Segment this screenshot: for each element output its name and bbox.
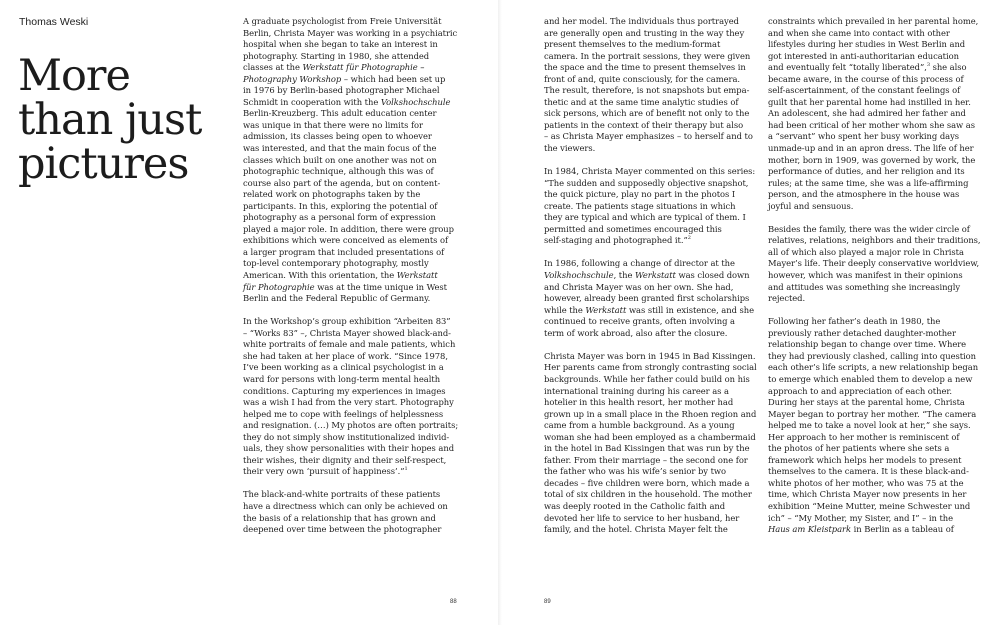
text-line xyxy=(768,432,978,444)
text-line xyxy=(243,143,453,155)
text-run: “The sudden and supposedly objective snapshot, xyxy=(544,177,749,188)
text-line xyxy=(243,97,453,109)
text-run: guilt that her parental home had instilled in her. xyxy=(768,96,971,107)
text-run: all of which also played a major role in Christa xyxy=(768,246,964,257)
text-run: however, which was manifest in their opinions xyxy=(768,270,963,281)
title-line: than just xyxy=(18,95,202,145)
paragraph xyxy=(768,316,978,535)
text-run: continued to receive grants, often involving a xyxy=(544,316,735,327)
text-line xyxy=(243,155,453,167)
text-run: got interested in anti-authoritarian education xyxy=(768,50,959,61)
text-column-left-page xyxy=(243,16,459,547)
text-line xyxy=(544,316,754,328)
text-line xyxy=(544,408,757,421)
text-line xyxy=(544,39,754,51)
text-line xyxy=(768,74,978,86)
text-run: a larger program that included presentations of xyxy=(243,246,445,257)
text-line xyxy=(243,235,453,247)
text-line xyxy=(243,178,453,190)
text-run: Besides the family, there was the wider circle of xyxy=(768,223,970,234)
text-line xyxy=(243,85,453,97)
text-run: hospital when she began to take an interest in xyxy=(243,39,438,50)
text-line xyxy=(243,374,453,386)
text-line xyxy=(768,282,978,294)
text-line xyxy=(768,397,978,409)
text-run: the photos of her patients where she sets a xyxy=(768,443,950,454)
text-run: thetic and at the same time analytic studies of xyxy=(544,96,739,107)
text-run: white photos of her mother, who was 75 at the xyxy=(768,477,964,488)
footnote-marker: 3 xyxy=(926,62,930,69)
text-run: approach to and appreciation of each other. xyxy=(768,385,953,396)
text-run: mother, born in 1909, was governed by work, the xyxy=(768,154,976,165)
italic-term: Haus am Kleistpark xyxy=(768,524,852,535)
text-line xyxy=(768,120,978,132)
text-line xyxy=(768,16,978,28)
text-line xyxy=(243,224,453,236)
text-line xyxy=(544,85,754,97)
text-line xyxy=(544,224,754,236)
text-line xyxy=(768,466,978,478)
text-line xyxy=(243,247,453,259)
text-run: I’ve been working as a clinical psychologist in a xyxy=(243,362,444,373)
text-line xyxy=(544,443,754,455)
text-line xyxy=(768,97,978,109)
text-run: total of six children in the household. The mother xyxy=(544,489,752,500)
text-line xyxy=(243,489,453,501)
text-run: in the hotel in Bad Kissingen that was run by the xyxy=(544,443,750,454)
text-line xyxy=(544,235,754,247)
text-run: framework which helps her models to present xyxy=(768,454,962,465)
text-run: patients in the context of their therapy but also xyxy=(544,119,744,130)
text-run: she had taken at her place of work. “Since 1978, xyxy=(243,350,448,361)
text-run: the basis of a relationship that has grown and xyxy=(243,512,436,523)
text-column-right-page-first xyxy=(544,16,757,547)
text-line xyxy=(243,420,459,432)
text-line xyxy=(544,97,754,109)
text-run: was closed down xyxy=(675,270,750,281)
text-run: Berlin, Christa Mayer was working in a psychiatric xyxy=(243,27,458,38)
text-run: Christa Mayer was born in 1945 in Bad Kissingen. xyxy=(544,350,756,361)
text-run: related work on photographs taken by the xyxy=(243,189,421,200)
text-line xyxy=(243,108,453,120)
text-run: ward for persons with long-term mental health xyxy=(243,373,441,384)
text-run: the quick picture, play no part in the photos I xyxy=(544,189,736,200)
italic-term: Werkstatt für Photographie – xyxy=(302,62,425,73)
text-run: grown up in a small place in the Rhoen region and xyxy=(544,408,757,419)
text-line xyxy=(544,166,754,178)
paragraph xyxy=(243,16,458,305)
text-line xyxy=(243,339,456,351)
text-run: top-level contemporary photography, mostly xyxy=(243,258,429,269)
italic-term: Werkstatt xyxy=(585,304,627,315)
text-run: the space and the time to present themselves in xyxy=(544,62,746,73)
text-run: family, and the hotel. Christa Mayer felt the xyxy=(544,524,728,535)
text-line xyxy=(768,524,978,536)
text-run: Her approach to her mother is reminiscent of xyxy=(768,431,960,442)
text-run: classes which built on one another was not on xyxy=(243,154,437,165)
text-run: exhibition “Meine Mutter, meine Schwester und xyxy=(768,500,971,511)
text-run: in 1976 by Berlin-based photographer Michael xyxy=(243,85,440,96)
text-line xyxy=(768,178,978,190)
text-run: was interested, and that the main focus of the xyxy=(243,143,437,154)
text-run: An adolescent, she had admired her father and xyxy=(768,108,966,119)
text-line xyxy=(243,189,453,201)
text-line xyxy=(768,351,978,363)
italic-term: Volkshochschule xyxy=(544,270,614,281)
text-line xyxy=(544,131,754,143)
text-run: constraints which prevailed in her parental home, xyxy=(768,16,979,26)
text-line xyxy=(544,386,754,398)
text-line xyxy=(243,74,453,86)
text-run: – “Works 83” –, Christa Mayer showed black-and- xyxy=(243,327,451,338)
text-run: time, which Christa Mayer now presents in her xyxy=(768,489,967,500)
text-line xyxy=(544,501,754,513)
article-title xyxy=(18,51,233,189)
text-run: and Christa Mayer was on her own. She had, xyxy=(544,281,734,292)
text-line xyxy=(243,166,453,178)
text-line xyxy=(544,120,754,132)
text-run: create. The patients stage situations in which xyxy=(544,200,736,211)
italic-term: Volkshochschule xyxy=(380,96,451,107)
text-line xyxy=(768,189,978,201)
text-line xyxy=(768,420,978,432)
text-run: they are typical and which are typical of them. I xyxy=(544,212,746,223)
text-run: and eventually felt “totally liberated”, xyxy=(768,62,927,73)
text-run: devoted her life to service to her husband, her xyxy=(544,512,740,523)
text-line xyxy=(544,466,754,478)
text-line xyxy=(544,455,754,467)
text-run: person, and the atmosphere in the house was xyxy=(768,189,960,200)
text-run: conditions. Capturing my experiences in images xyxy=(243,385,446,396)
text-line xyxy=(544,108,754,120)
text-line xyxy=(768,62,978,74)
text-line xyxy=(243,212,453,224)
text-line xyxy=(768,501,978,513)
text-line xyxy=(243,362,453,374)
text-line xyxy=(768,235,981,247)
text-run: permitted and sometimes encouraged this xyxy=(544,223,722,234)
paragraph xyxy=(544,166,754,247)
text-run: lifestyles during her studies in West Berlin and xyxy=(768,39,966,50)
text-run: relationship began to change over time. Where xyxy=(768,339,967,350)
text-run: rejected. xyxy=(768,293,806,304)
text-line xyxy=(243,397,453,409)
text-line xyxy=(243,386,453,398)
text-line xyxy=(243,27,458,40)
text-line xyxy=(544,489,754,501)
text-line xyxy=(768,28,978,40)
text-run: , the xyxy=(613,270,635,281)
text-run: became aware, in the course of this process of xyxy=(768,73,964,84)
text-run: photography as a personal form of expression xyxy=(243,212,436,223)
text-run: unmade-up and in an apron dress. The life of her xyxy=(768,143,974,154)
text-run: rules; at the same time, she was a life-affirming xyxy=(768,177,969,188)
text-run: Berlin and the Federal Republic of Germany. xyxy=(243,293,431,304)
text-run: in Berlin as a tableau of xyxy=(851,524,954,535)
text-run: Following her father’s death in 1980, the xyxy=(768,316,941,327)
text-run: admission, its classes being open to whoever xyxy=(243,131,432,142)
text-line xyxy=(768,478,978,490)
text-line xyxy=(544,28,754,40)
text-run: are generally open and trusting in the way they xyxy=(544,27,745,38)
text-run: exhibitions which were conceived as elements of xyxy=(243,235,449,246)
text-line xyxy=(768,155,978,167)
text-run: Schmidt in cooperation with the xyxy=(243,96,381,107)
text-run: performance of duties, and her religion and its xyxy=(768,166,965,177)
text-line xyxy=(243,293,453,305)
text-line xyxy=(544,51,754,63)
book-gutter xyxy=(498,0,502,625)
text-run: themselves to the camera. It is these black-and- xyxy=(768,466,969,477)
text-line xyxy=(544,305,754,317)
text-run: each other’s life scripts, a new relationship began xyxy=(768,362,979,373)
text-line xyxy=(768,258,978,270)
text-run: was unique in that there were no limits for xyxy=(243,119,423,130)
text-line xyxy=(768,443,978,455)
text-line xyxy=(768,143,978,155)
text-run: front of and, quite consciously, for the camera. xyxy=(544,73,741,84)
text-run: – which had been set up xyxy=(341,73,446,84)
text-line xyxy=(768,386,978,398)
text-run: woman she had been employed as a chambermaid xyxy=(544,431,756,442)
text-run: played a major role. In addition, there were group xyxy=(243,223,454,234)
text-line xyxy=(544,351,754,363)
text-run: deepened over time between the photographer xyxy=(243,524,442,535)
paragraph xyxy=(768,223,981,305)
text-line xyxy=(768,166,978,178)
text-run: Her parents came from strongly contrasting social xyxy=(544,362,757,373)
text-run: was deeply rooted in the Catholic faith and xyxy=(544,500,726,511)
text-line xyxy=(768,224,978,236)
text-line xyxy=(768,85,978,97)
text-line xyxy=(768,362,978,374)
text-line xyxy=(768,328,978,340)
text-run: while the xyxy=(544,304,586,315)
page-number-left: 88 xyxy=(450,599,457,605)
text-run: had been critical of her mother whom she saw as xyxy=(768,119,975,130)
text-line xyxy=(768,51,978,63)
text-run: A graduate psychologist from Freie Universität xyxy=(243,16,442,26)
text-run: however, already been granted first scholarships xyxy=(544,293,750,304)
text-line xyxy=(544,189,754,201)
text-run: camera. In the portrait sessions, they were given xyxy=(544,50,751,61)
text-run: The black-and-white portraits of these patients xyxy=(243,489,441,500)
text-line xyxy=(544,293,754,305)
text-run: international training during his career as a xyxy=(544,385,729,396)
text-line xyxy=(544,178,754,190)
title-line: pictures xyxy=(18,139,189,189)
title-line: More xyxy=(18,51,130,101)
italic-term: Werkstatt xyxy=(396,270,438,281)
text-line xyxy=(768,455,978,467)
text-run: hotelier in this health resort, her mother had xyxy=(544,397,734,408)
text-run: self-ascertainment, of the constant feelings of xyxy=(768,85,961,96)
text-run: helped me to cope with feelings of helplessness xyxy=(243,408,444,419)
text-line xyxy=(768,39,978,51)
text-line xyxy=(544,524,754,536)
text-line xyxy=(544,397,754,409)
text-run: self-staging and photographed it.” xyxy=(544,235,688,246)
text-run: the viewers. xyxy=(544,143,596,154)
text-line xyxy=(243,258,453,270)
text-line xyxy=(768,131,978,143)
text-run: Berlin-Kreuzberg. This adult education center xyxy=(243,108,437,119)
text-run: helped me to take a novel look at her,” she says. xyxy=(768,420,971,431)
text-line xyxy=(768,316,978,328)
text-line xyxy=(243,455,453,467)
text-run: present themselves to the medium-format xyxy=(544,39,721,50)
text-line xyxy=(243,16,453,28)
paragraph xyxy=(243,489,453,535)
text-line xyxy=(544,62,754,74)
italic-term: Photography Workshop xyxy=(243,73,342,84)
text-line xyxy=(544,513,754,525)
text-run: – as Christa Mayer emphasizes – to herself and to xyxy=(544,131,753,142)
text-line xyxy=(243,62,453,74)
paragraph xyxy=(243,316,459,478)
text-run: their very own ‘pursuit of happiness’.” xyxy=(243,466,405,477)
text-column-right-page-second xyxy=(768,16,981,547)
text-run: photography. Starting in 1980, she attended xyxy=(243,50,430,61)
text-run: a “servant” who spent her busy working days xyxy=(768,131,960,142)
text-run: In 1984, Christa Mayer commented on this series: xyxy=(544,166,756,177)
text-run: ich” – “My Mother, my Sister, and I” – in the xyxy=(768,512,954,523)
text-run: course also part of the agenda, but on content- xyxy=(243,177,441,188)
text-line xyxy=(243,316,453,328)
text-line xyxy=(768,409,978,421)
text-run: was still in existence, and she xyxy=(626,304,755,315)
text-run: joyful and sensuous. xyxy=(768,200,854,211)
text-run: Mayer’s life. Their deeply conservative worldview, xyxy=(768,258,980,269)
text-line xyxy=(544,432,754,444)
text-run: classes at the xyxy=(243,62,303,73)
text-run: In the Workshop’s group exhibition “Arbeiten 83” xyxy=(243,316,451,327)
text-run: The result, therefore, is not snapshots but empa- xyxy=(544,85,750,96)
text-line xyxy=(544,16,754,28)
text-line xyxy=(768,513,978,525)
text-line xyxy=(243,501,453,513)
text-line xyxy=(243,524,453,536)
text-line xyxy=(243,409,453,421)
text-line xyxy=(243,201,453,213)
footnote-marker: 2 xyxy=(687,235,691,242)
text-run: photographic technique, although this was of xyxy=(243,166,434,177)
text-run: sick persons, which are of benefit not only to the xyxy=(544,108,750,119)
text-run: she also xyxy=(929,62,967,73)
text-line xyxy=(544,258,754,270)
text-run: Mayer began to portray her mother. “The camera xyxy=(768,408,977,419)
text-line xyxy=(544,362,757,374)
text-run: previously rather detached daughter-mother xyxy=(768,327,956,338)
text-run: participants. In this, exploring the potential of xyxy=(243,200,438,211)
text-line xyxy=(768,270,978,282)
text-line xyxy=(544,143,754,155)
text-line xyxy=(544,374,754,386)
footnote-marker: 1 xyxy=(404,466,408,473)
text-line xyxy=(768,108,978,120)
text-line xyxy=(243,466,453,478)
text-run: term of work abroad, also after the closure. xyxy=(544,327,728,338)
text-line xyxy=(768,293,978,305)
paragraph xyxy=(768,16,978,212)
text-line xyxy=(544,478,754,490)
page-number-right: 89 xyxy=(544,599,551,605)
text-line xyxy=(544,282,754,294)
paragraph xyxy=(544,350,757,536)
text-run: was at the time unique in West xyxy=(314,281,447,292)
text-line xyxy=(544,420,754,432)
text-run: and resignation. (…) My photos are often portraits; xyxy=(243,420,459,431)
text-run: their wishes, their dignity and their self-respect, xyxy=(243,454,447,465)
text-run: the father who was his wife’s senior by two xyxy=(544,466,727,477)
paragraph xyxy=(544,258,754,339)
text-run: to emerge which enabled them to develop a new xyxy=(768,373,973,384)
text-line xyxy=(544,74,754,86)
text-run: decades – five children were born, which made a xyxy=(544,477,750,488)
text-line xyxy=(243,131,453,143)
text-run: and her model. The individuals thus portrayed xyxy=(544,16,739,26)
text-run: During her stays at the parental home, Christa xyxy=(768,397,965,408)
text-line xyxy=(243,39,453,51)
italic-term: Werkstatt xyxy=(634,270,676,281)
text-line xyxy=(243,432,453,444)
text-run: and attitudes was something she increasingly xyxy=(768,281,961,292)
paragraph xyxy=(544,16,754,155)
text-line xyxy=(768,339,978,351)
text-run: father. From their marriage – the second one for xyxy=(544,454,748,465)
text-run: and when she came into contact with other xyxy=(768,27,950,38)
text-run: came from a humble background. As a young xyxy=(544,420,735,431)
author-name: Thomas Weski xyxy=(19,16,89,28)
text-line xyxy=(768,489,978,501)
text-run: white portraits of female and male patients, which xyxy=(243,339,456,350)
text-run: American. With this orientation, the xyxy=(243,270,397,281)
text-line xyxy=(243,328,453,340)
text-line xyxy=(243,120,453,132)
text-line xyxy=(243,443,453,455)
text-line xyxy=(243,351,453,363)
text-run: relatives, relations, neighbors and their traditions, xyxy=(768,235,981,246)
text-line xyxy=(243,513,453,525)
text-line xyxy=(243,270,453,282)
text-line xyxy=(768,374,978,386)
text-run: In 1986, following a change of director at the xyxy=(544,258,735,269)
text-run: they had previously clashed, calling into question xyxy=(768,350,977,361)
text-run: they do not simply show institutionalized individ- xyxy=(243,431,450,442)
text-line xyxy=(243,282,453,294)
text-line xyxy=(544,212,754,224)
text-line xyxy=(544,201,754,213)
text-line xyxy=(544,328,754,340)
text-line xyxy=(768,247,978,259)
text-run: was a wish I had from the very start. Photography xyxy=(243,397,454,408)
text-line xyxy=(768,201,978,213)
text-line xyxy=(544,270,754,282)
text-line xyxy=(243,51,453,63)
italic-term: für Photographie xyxy=(243,281,315,292)
text-run: backgrounds. While her father could build on his xyxy=(544,373,750,384)
text-run: have a directness which can only be achieved on xyxy=(243,500,448,511)
text-run: uals, they show personalities with their hopes and xyxy=(243,443,455,454)
